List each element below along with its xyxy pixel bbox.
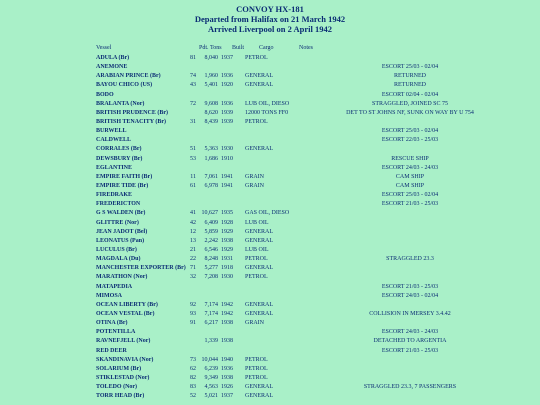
cargo-cell: GRAIN xyxy=(245,173,264,180)
built-cell: 1941 xyxy=(221,182,233,189)
vessel-name: DEWSBURY (Br) xyxy=(96,155,143,162)
notes-cell: RETURNED xyxy=(394,73,426,80)
pdt-cell: 83 xyxy=(190,384,196,391)
tons-cell: 7,174 xyxy=(204,310,218,317)
table-row xyxy=(0,237,540,246)
cargo-cell: PETROL xyxy=(245,118,268,125)
vessel-name: OCEAN VESTAL (Br) xyxy=(96,310,155,317)
pdt-cell: 81 xyxy=(190,55,196,61)
vessel-name: EGLANTINE xyxy=(96,164,133,171)
pdt-cell: 52 xyxy=(190,393,196,400)
built-cell: 1929 xyxy=(221,228,233,235)
arrival-line: Arrived Liverpool on 2 April 1942 xyxy=(208,24,332,34)
pdt-cell: 41 xyxy=(190,210,196,217)
table-row xyxy=(0,292,540,301)
vessel-name: SKANDINAVIA (Nor) xyxy=(96,356,154,363)
built-cell: 1930 xyxy=(221,146,233,153)
table-row xyxy=(0,81,540,90)
tons-cell: 10,627 xyxy=(201,210,218,217)
vessel-table xyxy=(0,54,540,401)
pdt-cell: 31 xyxy=(190,118,196,125)
page-title: CONVOY HX-181 xyxy=(236,4,304,14)
vessel-name: JEAN JADOT (Bel) xyxy=(96,228,148,235)
vessel-name: OTINA (Br) xyxy=(96,320,128,327)
tons-cell: 8,439 xyxy=(204,118,218,125)
built-cell: 1938 xyxy=(221,237,233,244)
tons-cell: 5,363 xyxy=(204,146,218,153)
built-cell: 1910 xyxy=(221,155,233,162)
vessel-name: STIKLESTAD (Nor) xyxy=(96,374,150,381)
pdt-cell: 32 xyxy=(190,274,196,281)
notes-cell: ESCORT 21/03 - 25/03 xyxy=(381,283,439,290)
built-cell: 1926 xyxy=(221,384,233,391)
table-row xyxy=(0,283,540,292)
notes-cell: ESCORT 25/03 - 02/04 xyxy=(381,64,439,71)
cargo-cell: GENERAL xyxy=(245,237,273,244)
cargo-cell: GENERAL xyxy=(245,265,273,272)
table-row xyxy=(0,246,540,255)
built-cell: 1929 xyxy=(221,246,233,253)
cargo-cell: GRAIN xyxy=(245,320,264,327)
table-row xyxy=(0,347,540,356)
table-row xyxy=(0,392,540,401)
vessel-name: MANCHESTER EXPORTER (Br) xyxy=(96,265,186,272)
table-row xyxy=(0,164,540,173)
vessel-name: ADULA (Br) xyxy=(96,55,130,61)
cargo-cell: GENERAL xyxy=(245,310,273,317)
tons-cell: 5,021 xyxy=(204,393,218,400)
built-cell: 1931 xyxy=(221,256,233,263)
vessel-name: OCEAN LIBERTY (Br) xyxy=(96,301,158,308)
built-cell: 1935 xyxy=(221,210,233,217)
pdt-cell: 92 xyxy=(190,301,196,308)
table-row xyxy=(0,145,540,154)
built-cell: 1938 xyxy=(221,338,233,345)
built-cell: 1937 xyxy=(221,393,233,400)
built-cell: 1939 xyxy=(221,118,233,125)
column-header-notes: Notes xyxy=(299,45,313,51)
vessel-name: CORRALES (Br) xyxy=(96,146,142,153)
notes-cell: DET TO ST JOHNS NF, SUNK ON WAY BY U 754 xyxy=(346,109,474,116)
notes-cell: STRAGGLED 23.3 xyxy=(386,256,434,263)
built-cell: 1936 xyxy=(221,365,233,372)
vessel-name: TORR HEAD (Br) xyxy=(96,393,145,400)
tons-cell: 6,217 xyxy=(204,320,218,327)
cargo-cell: GRAIN xyxy=(245,182,264,189)
built-cell: 1936 xyxy=(221,100,233,107)
pdt-cell: 11 xyxy=(190,173,196,180)
vessel-name: MATAPEDIA xyxy=(96,283,133,290)
vessel-name: MARATHON (Nor) xyxy=(96,274,148,281)
tons-cell: 4,563 xyxy=(204,384,218,391)
tons-cell: 8,040 xyxy=(204,55,218,61)
vessel-name: MIMOSA xyxy=(96,292,122,299)
notes-cell: ESCORT 24/03 - 02/04 xyxy=(381,292,439,299)
notes-cell: RESCUE SHIP xyxy=(391,155,429,162)
table-row xyxy=(0,173,540,182)
cargo-cell: LUB OIL xyxy=(245,246,269,253)
pdt-cell: 91 xyxy=(190,320,196,327)
tons-cell: 5,859 xyxy=(204,228,218,235)
vessel-name: BRALANTA (Nor) xyxy=(96,100,145,107)
table-row xyxy=(0,337,540,346)
notes-cell: STRAGGLED 23.3, 7 PASSENGERS xyxy=(363,384,457,391)
table-row xyxy=(0,319,540,328)
pdt-cell: 12 xyxy=(190,228,196,235)
notes-cell: CAM SHIP xyxy=(395,173,425,180)
cargo-cell: GENERAL xyxy=(245,384,273,391)
pdt-cell: 82 xyxy=(190,374,196,381)
notes-cell: DETACHED TO ARGENTIA xyxy=(373,338,447,345)
pdt-cell: 73 xyxy=(190,356,196,363)
notes-cell: ESCORT 25/03 - 02/04 xyxy=(381,128,439,135)
cargo-cell: 12000 TONS FF0 xyxy=(245,109,289,116)
tons-cell: 5,277 xyxy=(204,265,218,272)
notes-cell: ESCORT 21/03 - 25/03 xyxy=(381,201,439,208)
tons-cell: 8,620 xyxy=(204,109,218,116)
pdt-cell: 22 xyxy=(190,256,196,263)
pdt-cell: 42 xyxy=(190,219,196,226)
vessel-name: LEONATUS (Pan) xyxy=(96,237,145,244)
cargo-cell: PETROL xyxy=(245,356,268,363)
table-row xyxy=(0,191,540,200)
cargo-cell: GENERAL xyxy=(245,393,273,400)
tons-cell: 7,061 xyxy=(204,173,218,180)
tons-cell: 5,401 xyxy=(204,82,218,89)
table-row xyxy=(0,182,540,191)
built-cell: 1937 xyxy=(221,55,233,61)
built-cell: 1936 xyxy=(221,73,233,80)
table-row xyxy=(0,118,540,127)
tons-cell: 1,339 xyxy=(204,338,218,345)
pdt-cell: 72 xyxy=(190,100,196,107)
tons-cell: 7,174 xyxy=(204,301,218,308)
tons-cell: 6,546 xyxy=(204,246,218,253)
notes-cell: RETURNED xyxy=(394,82,426,89)
pdt-cell: 21 xyxy=(190,246,196,253)
cargo-cell: GAS OIL, DIESO xyxy=(245,210,290,217)
table-row xyxy=(0,155,540,164)
notes-cell: ESCORT 25/03 - 02/04 xyxy=(381,192,439,199)
vessel-name: POTENTILLA xyxy=(96,329,136,336)
built-cell: 1920 xyxy=(221,82,233,89)
vessel-name: TOLEDO (Nor) xyxy=(96,384,138,391)
vessel-name: FREDERICTON xyxy=(96,201,141,208)
column-header-tons: Tons xyxy=(210,45,222,51)
table-row xyxy=(0,374,540,383)
notes-cell: COLLISION IN MERSEY 3.4.42 xyxy=(369,310,451,317)
table-row xyxy=(0,100,540,109)
vessel-name: FIREDRAKE xyxy=(96,192,133,199)
column-header-built: Built xyxy=(232,45,245,51)
vessel-name: G S WALDEN (Br) xyxy=(96,210,146,217)
pdt-cell: 53 xyxy=(190,155,196,162)
cargo-cell: GENERAL xyxy=(245,146,273,153)
pdt-cell: 62 xyxy=(190,365,196,372)
cargo-cell: PETROL xyxy=(245,55,268,61)
built-cell: 1941 xyxy=(221,173,233,180)
pdt-cell: 61 xyxy=(190,182,196,189)
built-cell: 1918 xyxy=(221,265,233,272)
vessel-name: BODO xyxy=(96,91,114,98)
table-row xyxy=(0,54,540,63)
built-cell: 1940 xyxy=(221,356,233,363)
tons-cell: 1,960 xyxy=(204,73,218,80)
table-row xyxy=(0,91,540,100)
tons-cell: 7,208 xyxy=(204,274,218,281)
column-header-pdt: Pdt. xyxy=(199,45,209,51)
table-row xyxy=(0,273,540,282)
table-row xyxy=(0,72,540,81)
tons-cell: 6,239 xyxy=(204,365,218,372)
table-row xyxy=(0,255,540,264)
table-row xyxy=(0,209,540,218)
vessel-name: BRITISH TENACITY (Br) xyxy=(96,118,167,125)
pdt-cell: 13 xyxy=(190,237,196,244)
built-cell: 1930 xyxy=(221,274,233,281)
table-row xyxy=(0,136,540,145)
notes-cell: ESCORT 24/03 - 24/03 xyxy=(381,329,439,336)
table-row xyxy=(0,200,540,209)
table-row xyxy=(0,383,540,392)
vessel-name: BURWELL xyxy=(96,128,127,135)
pdt-cell: 74 xyxy=(190,73,196,80)
built-cell: 1928 xyxy=(221,219,233,226)
vessel-name: BAYOU CHICO (US) xyxy=(96,82,153,89)
built-cell: 1938 xyxy=(221,320,233,327)
cargo-cell: LUB OIL, DIESO xyxy=(245,100,290,107)
notes-cell: STRAGGLED, JOINED SC 75 xyxy=(371,100,448,107)
notes-cell: ESCORT 22/03 - 25/03 xyxy=(381,137,439,144)
cargo-cell: PETROL xyxy=(245,374,268,381)
vessel-name: CALDWELL xyxy=(96,137,132,144)
column-header-row xyxy=(0,44,540,53)
column-header-cargo: Cargo xyxy=(259,45,274,51)
tons-cell: 10,044 xyxy=(201,356,218,363)
cargo-cell: GENERAL xyxy=(245,82,273,89)
tons-cell: 9,608 xyxy=(204,100,218,107)
table-row xyxy=(0,219,540,228)
vessel-name: RAVNEFJELL (Nor) xyxy=(96,338,151,345)
cargo-cell: GENERAL xyxy=(245,228,273,235)
tons-cell: 6,409 xyxy=(204,219,218,226)
vessel-name: LUCULUS (Br) xyxy=(96,246,137,253)
cargo-cell: LUB OIL xyxy=(245,219,269,226)
table-row xyxy=(0,365,540,374)
tons-cell: 9,349 xyxy=(204,374,218,381)
built-cell: 1942 xyxy=(221,301,233,308)
tons-cell: 2,242 xyxy=(204,237,218,244)
built-cell: 1939 xyxy=(221,109,233,116)
departure-line: Departed from Halifax on 21 March 1942 xyxy=(194,14,346,24)
vessel-name: RED DEER xyxy=(96,347,127,354)
vessel-name: MAGDALA (Du) xyxy=(96,256,141,263)
vessel-name: SOLARIUM (Br) xyxy=(96,365,142,372)
table-row xyxy=(0,228,540,237)
table-row xyxy=(0,328,540,337)
cargo-cell: GENERAL xyxy=(245,73,273,80)
convoy-header xyxy=(0,4,540,34)
pdt-cell: 51 xyxy=(190,146,196,153)
table-row xyxy=(0,356,540,365)
table-row xyxy=(0,63,540,72)
pdt-cell: 71 xyxy=(190,265,196,272)
table-row xyxy=(0,264,540,273)
vessel-name: EMPIRE TIDE (Br) xyxy=(96,182,149,189)
vessel-name: BRITISH PRUDENCE (Br) xyxy=(96,109,169,116)
notes-cell: ESCORT 24/03 - 24/03 xyxy=(381,164,439,171)
vessel-name: ANEMONE xyxy=(96,64,128,71)
notes-cell: ESCORT 21/03 - 25/03 xyxy=(381,347,439,354)
built-cell: 1938 xyxy=(221,374,233,381)
vessel-name: ARABIAN PRINCE (Br) xyxy=(96,73,161,80)
notes-cell: CAM SHIP xyxy=(395,182,425,189)
column-header-vessel: Vessel xyxy=(96,45,112,51)
tons-cell: 1,686 xyxy=(204,155,218,162)
vessel-name: EMPIRE FAITH (Br) xyxy=(96,173,153,180)
table-row xyxy=(0,301,540,310)
tons-cell: 6,978 xyxy=(204,182,218,189)
vessel-name: GLITTRE (Nor) xyxy=(96,219,139,226)
table-row xyxy=(0,127,540,136)
table-row xyxy=(0,310,540,319)
pdt-cell: 93 xyxy=(190,310,196,317)
cargo-cell: GENERAL xyxy=(245,301,273,308)
cargo-cell: PETROL xyxy=(245,274,268,281)
cargo-cell: PETROL xyxy=(245,256,268,263)
pdt-cell: 43 xyxy=(190,82,196,89)
notes-cell: ESCORT 02/04 - 02/04 xyxy=(381,91,439,98)
table-row xyxy=(0,109,540,118)
tons-cell: 8,248 xyxy=(204,256,218,263)
cargo-cell: PETROL xyxy=(245,365,268,372)
built-cell: 1942 xyxy=(221,310,233,317)
